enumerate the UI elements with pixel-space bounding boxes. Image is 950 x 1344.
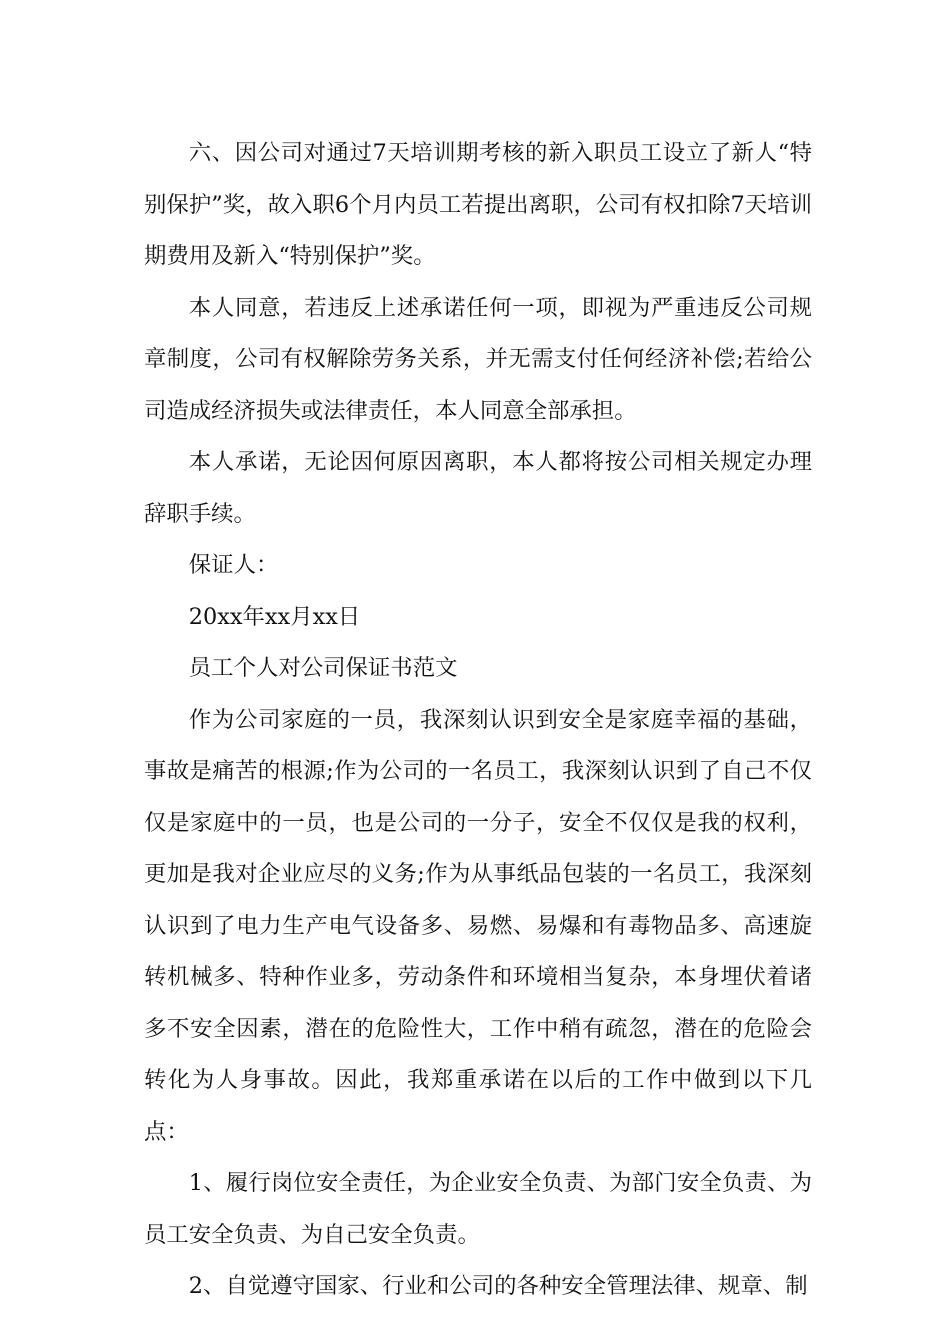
paragraph-safety-intro: 作为公司家庭的一员，我深刻认识到安全是家庭幸福的基础，事故是痛苦的根源;作为公司的一名员工，我深刻认识到了自己不仅仅是家庭中的一员，也是公司的一分子，安全不仅仅是我的权利，更加是我对企业应尽的义务;作为从事纸品包装的一名员工，我深刻认识到了电力生产电气设备多、易燃、易爆和有毒物品多、高速旋转机械多、特种作业多，劳动条件和环境相当复杂，本身埋伏着诸多不安全因素，潜在的危险性大，工作中稍有疏忽，潜在的危险会转化为人身事故。因此，我郑重承诺在以后的工作中做到以下几点： xyxy=(144,706,812,1145)
section-title: 员工个人对公司保证书范文 xyxy=(188,655,458,681)
paragraph-item-2: 2、自觉遵守国家、行业和公司的各种安全管理法律、规章、制 xyxy=(188,1273,808,1299)
guarantor-label: 保证人： xyxy=(188,552,279,578)
date-line: 20xx年xx月xx日 xyxy=(188,603,361,630)
paragraph-resignation-clause: 六、因公司对通过7天培训期考核的新入职员工设立了新人“特别保护”奖，故入职6个月内员工若提出离职，公司有权扣除7天培训期费用及新入“特别保护”奖。 xyxy=(144,140,812,269)
paragraph-agreement: 本人同意，若违反上述承诺任何一项，即视为严重违反公司规章制度，公司有权解除劳务关系，并无需支付任何经济补偿;若给公司造成经济损失或法律责任，本人同意全部承担。 xyxy=(144,294,812,424)
document-body xyxy=(144,128,812,1313)
paragraph-resignation-procedure: 本人承诺，无论因何原因离职，本人都将按公司相关规定办理辞职手续。 xyxy=(144,449,812,527)
paragraph-item-1: 1、履行岗位安全责任，为企业安全负责、为部门安全负责、为员工安全负责、为自己安全负责。 xyxy=(144,1170,812,1248)
